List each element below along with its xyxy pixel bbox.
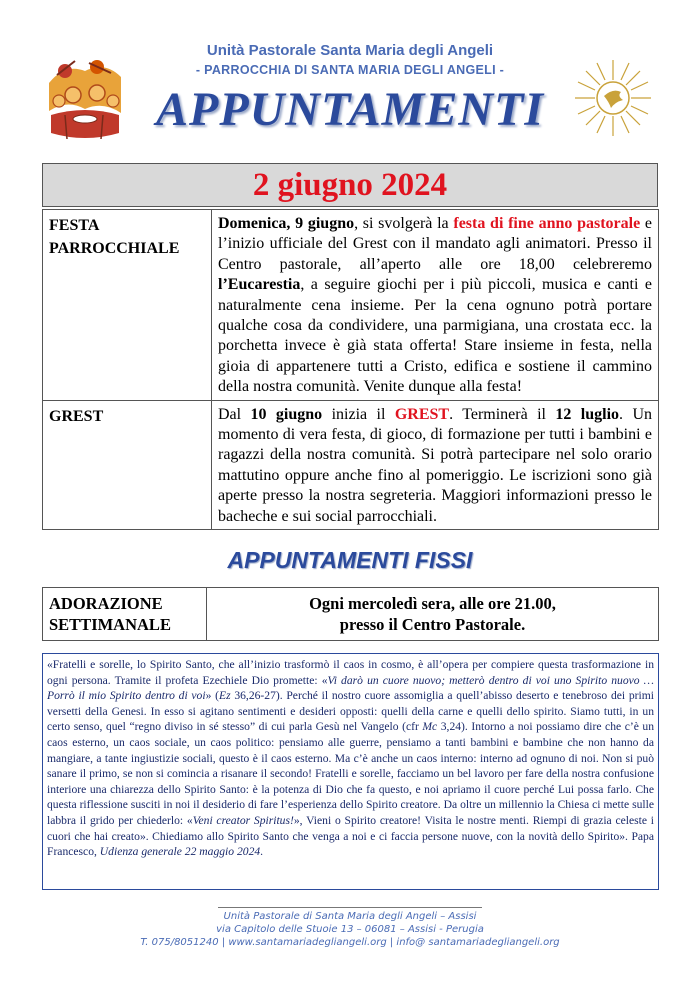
event-text-festa xyxy=(212,210,659,401)
event-label-festa xyxy=(43,210,212,401)
event-date: 12 luglio xyxy=(555,405,620,423)
event-date: 10 giugno xyxy=(250,405,323,423)
footer-address: via Capitolo delle Stuoie 13 – 06081 – Assisi - Perugia xyxy=(216,924,484,935)
quote-text: . xyxy=(260,845,264,859)
papal-quote-box xyxy=(42,653,659,890)
event-label-line: PARROCCHIALE xyxy=(49,240,180,257)
event-text-segment: Dal xyxy=(218,405,251,423)
quote-italic: Vi darò un cuore nuovo; metterò dentro di voi uno Spirito nuovo … Porrò il mio Spirito dentro di voi xyxy=(47,673,654,703)
last-supper-illustration xyxy=(45,53,125,145)
footer-org: Unità Pastorale di Santa Maria degli Angeli – Assisi xyxy=(223,911,477,922)
adorazione-table xyxy=(42,587,659,641)
quote-italic: Veni creator Spiritus! xyxy=(192,813,294,827)
quote-text: », Vieni o Spirito creatore! Visita le nostre menti. Riempi di grazia celeste i cuori che hai creato». Chiediamo allo Spirito Santo che venga a noi e ci faccia persone nuove, con la novità dello Spirito». Papa Francesco, xyxy=(47,813,655,859)
event-label-line: FESTA xyxy=(49,217,100,234)
date-banner: 2 giugno 2024 xyxy=(42,163,658,207)
event-date: Domenica, 9 giugno xyxy=(218,215,355,232)
adorazione-label xyxy=(43,588,207,641)
section-title-fissi: APPUNTAMENTI FISSI xyxy=(227,547,473,573)
event-highlight: festa di fine anno pastorale xyxy=(453,215,641,232)
event-text-segment: , si svolgerà la xyxy=(354,215,454,232)
event-text-segment: , a seguire giochi per i più piccoli, musica e canti e naturalmente cena insieme. Per la cena ognuno potrà portare qualche cosa da condividere, una parmigiana, una crostata ecc. la porchetta invece è già stata offerta! Stare insieme in festa, nella gioia di appartenere tutti a Cristo, edifica e sostiene il cammino della nostra comunità. Venite dunque alla festa! xyxy=(218,276,652,396)
quote-text: 36,26-27). Perché il nostro cuore assomiglia a quell’abisso deserto e tenebroso dei primi versetti della Genesi. In esso si agitano sentimenti e desideri opposti: quelli della carne e quelli dello spirito. Siamo tutti, in un certo senso, quel “regno diviso in sé stesso” di cui parla Gesù nel Vangelo (cfr xyxy=(47,689,654,734)
event-text-segment: e l’inizio ufficiale del Grest con il mandato agli animatori. Presso il Centro pastorale, all’aperto alle ore 18,00 celebreremo xyxy=(218,215,653,273)
quote-text: 3,24). Intorno a noi possiamo dire che c’è un caos esterno, un caos sociale, un caos politico: pensiamo alle guerre, pensiamo a tanti bambini e bambine che non hanno da mangiare, a tante ingiustizie sociali, questo è il caos esterno. Ma c’è anche un caos interno: interno ad ognuno di noi. Non si può sanare il primo, se non si comincia a risanare il secondo! Fratelli e sorelle, facciamo un bel lavoro per fare della nostra confusione interiore una chiarezza dello Spirito Santo: è la potenza di Dio che fa questo, e noi apriamo il cuore perché Lui possa farlo. Che questa riflessione susciti in noi il desiderio di fare l’esperienza dello Spirito creatore. Da oltre un millennio la Chiesa ci mette sulle labbra il grido per chiederlo: « xyxy=(47,720,654,827)
event-text-segment: . Un momento di vera festa, di gioco, di formazione per tutti i bambini e ragazzi della nostra comunità. Si potrà partecipare nel solo orario mattutino oppure anche fino al pomeriggio. Le iscrizioni sono già aperte presso la nostra segreteria. Maggiori informazioni presso le bacheche e sui social parrocchiali. xyxy=(218,405,653,525)
event-text-segment: inizia il xyxy=(322,405,395,423)
quote-text: «Fratelli e sorelle, lo Spirito Santo, che all’inizio trasformò il caos in cosmo, è all’opera per compiere questa trasformazione in ogni persona. Tramite il profeta Ezechiele Dio promette: « xyxy=(47,658,654,687)
adorazione-label-line: SETTIMANALE xyxy=(49,615,171,634)
event-text-segment: . Terminerà il xyxy=(449,405,556,423)
adorazione-label-line: ADORAZIONE xyxy=(49,594,163,613)
event-label-grest xyxy=(43,400,212,529)
quote-italic: Ez xyxy=(218,689,231,703)
events-table xyxy=(42,209,659,530)
event-bold-term: l’Eucarestia xyxy=(218,276,301,294)
event-highlight: GREST xyxy=(394,405,450,423)
adorazione-schedule xyxy=(207,588,659,641)
page-title: APPUNTAMENTI xyxy=(155,83,545,136)
table-row xyxy=(43,210,659,401)
footer-contacts: T. 075/8051240 | www.santamariadegliangeli.org | info@ santamariadegliangeli.org xyxy=(140,937,560,948)
quote-italic: Udienza generale 22 maggio 2024 xyxy=(99,845,261,859)
holy-spirit-dove-icon xyxy=(573,58,653,138)
quote-italic: Mc xyxy=(422,720,438,734)
event-text-grest xyxy=(212,400,659,529)
table-row xyxy=(43,400,659,529)
adorazione-schedule-line: Ogni mercoledì sera, alle ore 21.00, xyxy=(309,594,556,613)
adorazione-schedule-line: presso il Centro Pastorale. xyxy=(339,615,526,634)
parish-name: - PARROCCHIA DI SANTA MARIA DEGLI ANGELI - xyxy=(195,63,505,77)
footer-divider xyxy=(218,907,482,908)
organization-name: Unità Pastorale Santa Maria degli Angeli xyxy=(206,42,494,59)
event-label-line: GREST xyxy=(49,407,104,425)
table-row xyxy=(43,588,659,641)
quote-text: » ( xyxy=(205,689,219,703)
